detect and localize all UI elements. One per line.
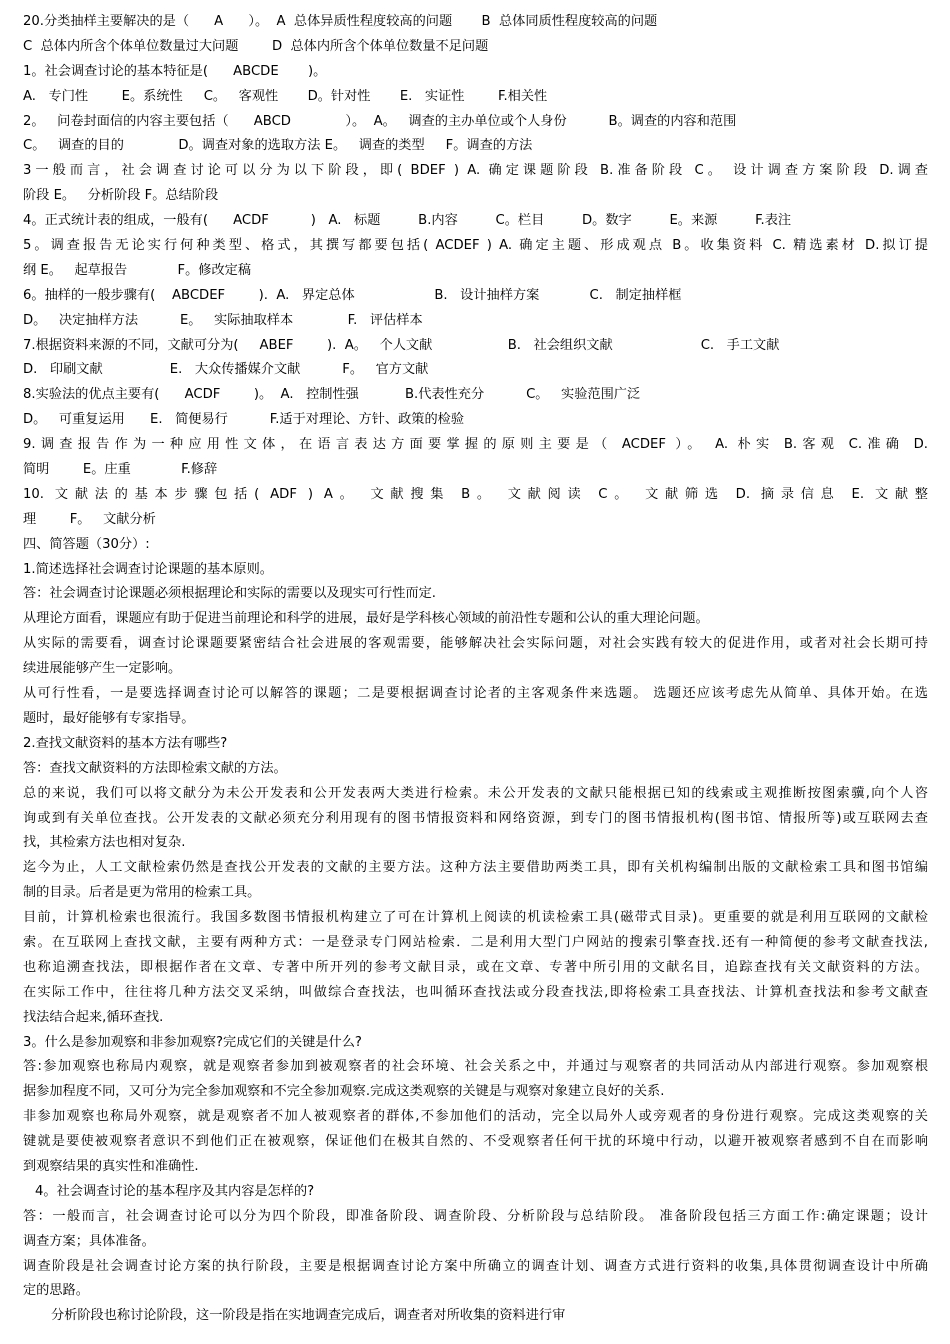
text-line: 1.简述选择社会调查讨论课题的基本原则。 (23, 561, 273, 577)
text-line: 3。什么是参加观察和非参加观察?完成它们的关键是什么? (23, 1034, 362, 1050)
text-line: D。 可重复运用 E. 简便易行 F.适于对理论、方针、政策的检验 (23, 412, 465, 428)
text-line: C 总体内所含个体单位数量过大问题 D 总体内所含个体单位数量不足问题 (23, 38, 489, 54)
text-line: D. 印刷文献 E. 大众传播媒介文献 F。 官方文献 (23, 362, 429, 378)
text-line: 调查阶段是社会调查讨论方案的执行阶段，主要是根据调查讨论方案中所确立的调查计划、调查方式进行资料的收集,具体贯彻调查设计中所确 (23, 1258, 928, 1274)
text-line: 20.分类抽样主要解决的是（ A ）。 A 总体异质性程度较高的问题 B 总体同质性程度较高的问题 (23, 14, 658, 29)
text-line: 总的来说，我们可以将文献分为未公开发表和公开发表两大类进行检索。未公开发表的文献只能根据已知的线索或主观推断按图索骥,向个人咨 (23, 785, 928, 801)
text-line: 调查方案；具体准备。 (23, 1233, 155, 1249)
text-line: 迄今为止，人工文献检索仍然是查找公开发表的文献的主要方法。这种方法主要借助两类工具，即有关机构编制出版的文献检索工具和图书馆编 (23, 860, 928, 876)
text-line: 8.实验法的优点主要有( ACDF )。 A. 控制性强 B.代表性充分 C。 实验范围广泛 (23, 387, 641, 403)
text-line: 答：社会调查讨论课题必须根据理论和实际的需要以及现实可行性而定. (23, 586, 437, 602)
text-line: 到观察结果的真实性和准确性. (23, 1158, 199, 1174)
text-line: A. 专门性 E。系统性 C。 客观性 D。针对性 E. 实证性 F.相关性 (23, 88, 548, 104)
text-line: 从可行性看，一是要选择调查讨论可以解答的课题；二是要根据调查讨论者的主客观条件来选题。 选题还应该考虑先从简单、具体开始。在选 (23, 686, 928, 702)
text-line: 5。调查报告无论实行何种类型、格式，其撰写都要包括( ACDEF ) A. 确定主题、形成观点 B。收集资料 C. 精选素材 D.拟订提 (23, 238, 928, 254)
text-line: 7.根据资料来源的不同，文献可分为( ABEF ). A。 个人文献 B. 社会组织文献 C. 手工文献 (23, 337, 780, 353)
text-line: 答:参加观察也称局内观察，就是观察者参加到被观察者的社会环境、社会关系之中，并通过与观察者的共同活动从内部进行观察。参加观察根 (23, 1059, 928, 1075)
text-line: 阶段 E。 分析阶段 F。总结阶段 (23, 188, 219, 204)
text-line: 4。正式统计表的组成，一般有( ACDF ) A. 标题 B.内容 C。栏目 D。数字 E。来源 F.表注 (23, 213, 792, 229)
text-line: 题时，最好能够有专家指导。 (23, 710, 195, 726)
text-line: 四、简答题（30分）: (23, 536, 150, 552)
text-line: 答：查找文献资料的方法即检索文献的方法。 (23, 760, 287, 776)
text-line: 找法结合起来,循环查找. (23, 1009, 164, 1025)
text-line: 1。社会调查讨论的基本特征是( ABCDE )。 (23, 63, 327, 79)
text-line: 简明 E。庄重 F.修辞 (23, 462, 218, 478)
text-line: 键就是要使被观察者意识不到他们正在被观察，保证他们在极其自然的、不受观察者任何干扰的环境中行动，以避开被观察者感到不自在而影响 (23, 1134, 928, 1150)
text-line: 从实际的需要看，调查讨论课题要紧密结合社会进展的客观需要，能够解决社会实际问题，对社会实践有较大的促进作用，或者对社会长期可持 (23, 636, 928, 652)
text-line: 理 F。 文献分析 (23, 511, 156, 527)
text-line: 6。抽样的一般步骤有( ABCDEF ). A. 界定总体 B. 设计抽样方案 C. 制定抽样框 (23, 287, 682, 303)
text-line: 9.调查报告作为一种应用性文体，在语言表达方面要掌握的原则主要是（ ACDEF ）。 A. 朴实 B.客观 C.准确 D. (23, 437, 928, 453)
text-line: 目前，计算机检索也很流行。我国多数图书情报机构建立了可在计算机上阅读的机读检索工具(磁带式目录)。更重要的就是利用互联网的文献检 (23, 910, 928, 926)
text-line: 定的思路。 (23, 1283, 89, 1299)
text-line: 索。在互联网上查找文献，主要有两种方式：一是登录专门网站检索．二是利用大型门户网站的搜索引擎查找.还有一种简便的参考文献查找法, (23, 934, 928, 950)
text-line: 3一般而言，社会调查讨论可以分为以下阶段，即( BDEF ) A. 确定课题阶段 B.准备阶段 C。 设计调查方案阶段 D.调查 (23, 163, 928, 179)
text-line: 分析阶段也称讨论阶段，这一阶段是指在实地调查完成后，调查者对所收集的资料进行审 (51, 1308, 566, 1324)
text-line: 续进展能够产生一定影响。 (23, 661, 182, 677)
text-line: 4。社会调查讨论的基本程序及其内容是怎样的? (35, 1183, 315, 1199)
text-line: 2。 问卷封面信的内容主要包括（ ABCD ）。 A。 调查的主办单位或个人身份 B。调查的内容和范围 (23, 113, 737, 129)
text-line: 询或到有关单位查找。公开发表的文献必须充分利用现有的图书情报资料和网络资源，到专门的图书情报机构(图书馆、情报所等)或互联网去查 (23, 810, 928, 826)
text-line: C。 调查的目的 D。调查对象的选取方法 E。 调查的类型 F。调查的方法 (23, 138, 533, 154)
text-line: 据参加程度不同，又可分为完全参加观察和不完全参加观察.完成这类观察的关键是与观察对象建立良好的关系. (23, 1084, 665, 1100)
text-line: 纲 E。 起草报告 F。修改定稿 (23, 262, 252, 278)
text-line: 非参加观察也称局外观察，就是观察者不加人被观察者的群体,不参加他们的活动，完全以局外人或旁观者的身份进行观察。完成这类观察的关 (23, 1109, 928, 1125)
text-line: 也称追溯查找法，即根据作者在文章、专著中所开列的参考文献目录，或在文章、专著中所引用的文献名目，追踪查找有关文献资料的方法。 (23, 959, 928, 975)
text-line: 2.查找文献资料的基本方法有哪些? (23, 735, 228, 751)
text-line: 10. 文献法的基本步骤包括( ADF ) A。 文献搜集 B。 文献阅读 C。 文献筛选 D. 摘录信息 E. 文献整 (23, 486, 928, 502)
text-line: 答：一般而言，社会调查讨论可以分为四个阶段，即准备阶段、调查阶段、分析阶段与总结阶段。 准备阶段包括三方面工作:确定课题；设计 (23, 1208, 928, 1224)
text-line: 在实际工作中，往往将几种方法交叉采纳，叫做综合查找法，也叫循环查找法或分段查找法,即将检索工具查找法、计算机查找法和参考文献查 (23, 984, 928, 1000)
text-line: 从理论方面看，课题应有助于促进当前理论和科学的进展，最好是学科核心领域的前沿性专题和公认的重大理论问题。 (23, 611, 709, 627)
text-line: 找，其检索方法也相对复杂. (23, 835, 186, 851)
text-line: D。 决定抽样方法 E。 实际抽取样本 F. 评估样本 (23, 312, 423, 328)
text-line: 制的目录。后者是更为常用的检索工具。 (23, 885, 261, 901)
